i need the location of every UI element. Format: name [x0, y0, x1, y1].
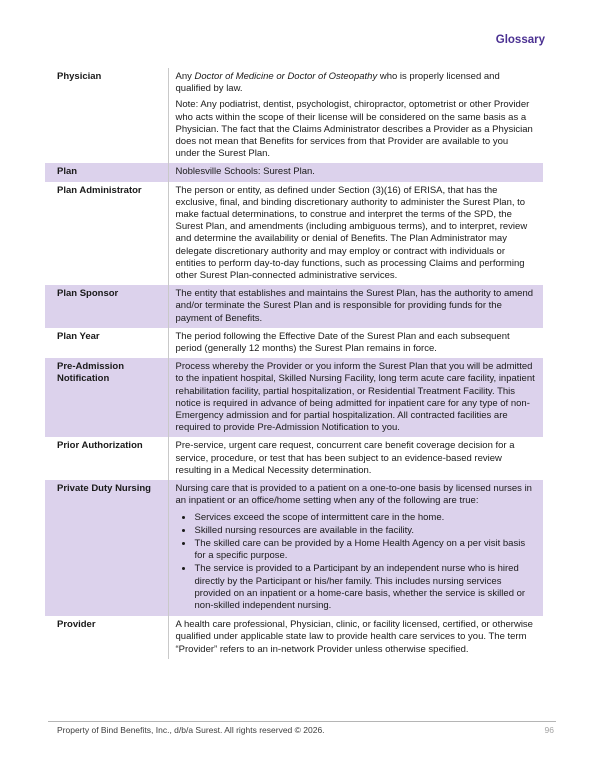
definition-paragraph: Any Doctor of Medicine or Doctor of Osteopathy who is properly licensed and qualified by law.: [175, 71, 500, 95]
term-label: Plan Year: [45, 328, 168, 358]
glossary-table: [45, 68, 543, 659]
definition-paragraph: The entity that establishes and maintains the Surest Plan, has the authority to amend and/or terminate the Surest Plan and is responsible for providing funds for the payment of Benefits.: [175, 288, 534, 324]
term-label: Provider: [45, 616, 168, 659]
glossary-row-plan-administrator: [45, 182, 543, 286]
definition-cell: [168, 480, 543, 616]
glossary-row-plan-year: [45, 328, 543, 358]
term-label: Plan: [45, 163, 168, 181]
definition-paragraph: The period following the Effective Date of the Surest Plan and each subsequent period (generally 12 months) the Surest Plan remains in force.: [175, 330, 510, 355]
glossary-row-plan: [45, 163, 543, 181]
definition-paragraph: Process whereby the Provider or you inform the Surest Plan that you will be admitted to the inpatient hospital, Skilled Nursing Facility, long term acute care facility, inpatient rehabilitation facility, partial hospitalization, or Residential Treatment Facility. This notice is required in advance of being admitted for inpatient care for any type of non-Emergency admission and for partial hospitalization. All contracted facilities are required to provide Pre-Admission Notification to you.: [175, 361, 535, 434]
glossary-row-pre-admission-notification: [45, 358, 543, 437]
definition-bullet: • The skilled care can be provided by a Home Health Agency on a per visit basis for a specific purpose.: [194, 538, 536, 562]
definition-bullet-list: [176, 512, 536, 613]
page-title: Glossary: [495, 34, 545, 46]
glossary-row-prior-authorization: [45, 437, 543, 480]
copyright-text: Property of Bind Benefits, Inc., d/b/a Surest. All rights reserved © 2026.: [57, 725, 325, 735]
definition-paragraph: Noblesville Schools: Surest Plan.: [175, 166, 315, 178]
definition-paragraph: Note: Any podiatrist, dentist, psychologist, chiropractor, optometrist or other Provider who acts within the scope of their license will be considered on the same basis as a Physician. The fact that the Claims Administrator describes a Provider as a Physician does not mean that Benefits for services from that Provider are available to you under the Surest Plan.: [175, 99, 533, 160]
definition-cell: [168, 437, 543, 480]
glossary-row-physician: [45, 68, 543, 163]
definition-paragraph: Pre-service, urgent care request, concurrent care benefit coverage decision for a service, procedure, or test that has been subject to an evidence-based review resulting in a Medical Necessity determination.: [175, 440, 515, 476]
term-label: Pre-Admission Notification: [45, 358, 168, 437]
definition-cell: [168, 358, 543, 437]
definition-cell: [168, 285, 543, 328]
definition-paragraph: Nursing care that is provided to a patient on a one-to-one basis by licensed nurses in an inpatient or an office/home setting when any of the following are true:: [175, 483, 532, 507]
glossary-row-provider: [45, 616, 543, 659]
term-label: Plan Sponsor: [45, 285, 168, 328]
page-footer: [48, 721, 556, 735]
definition-bullet: • Services exceed the scope of intermittent care in the home.: [194, 512, 536, 524]
definition-bullet: • Skilled nursing resources are available in the facility.: [194, 525, 536, 537]
glossary-row-private-duty-nursing: [45, 480, 543, 616]
definition-paragraph: A health care professional, Physician, clinic, or facility licensed, certified, or otherwise qualified under applicable state law to provide health care services to you. The term “Provider” refers to an in-network Provider unless otherwise specified.: [175, 619, 533, 655]
definition-cell: [168, 163, 543, 181]
definition-cell: [168, 182, 543, 286]
definition-cell: [168, 68, 543, 163]
page-number: 96: [544, 725, 554, 735]
definition-cell: [168, 328, 543, 358]
term-label: Private Duty Nursing: [45, 480, 168, 616]
definition-paragraph: The person or entity, as defined under Section (3)(16) of ERISA, that has the exclusive, final, and binding discretionary authority to administer the Surest Plan, to make factual determinations, to construe and interpret the terms of the SPD, the Surest Plan, and amendments (including ambiguous terms), and to interpret, review and determine the availability or denial of Benefits. The Plan Administrator may delegate discretionary authority and may employ or contract with individuals or entities to perform day-to-day functions, such as processing Claims and performing other Surest Plan-connected administrative services.: [175, 184, 528, 282]
term-label: Plan Administrator: [45, 182, 168, 286]
glossary-row-plan-sponsor: [45, 285, 543, 328]
term-label: Prior Authorization: [45, 437, 168, 480]
term-label: Physician: [45, 68, 168, 163]
definition-bullet: • The service is provided to a Participant by an independent nurse who is hired directly by the Participant or his/her family. This includes nursing services provided on an inpatient or a home-care basis, whether the service is skilled or non-skilled independent nursing.: [194, 563, 536, 612]
definition-cell: [168, 616, 543, 659]
